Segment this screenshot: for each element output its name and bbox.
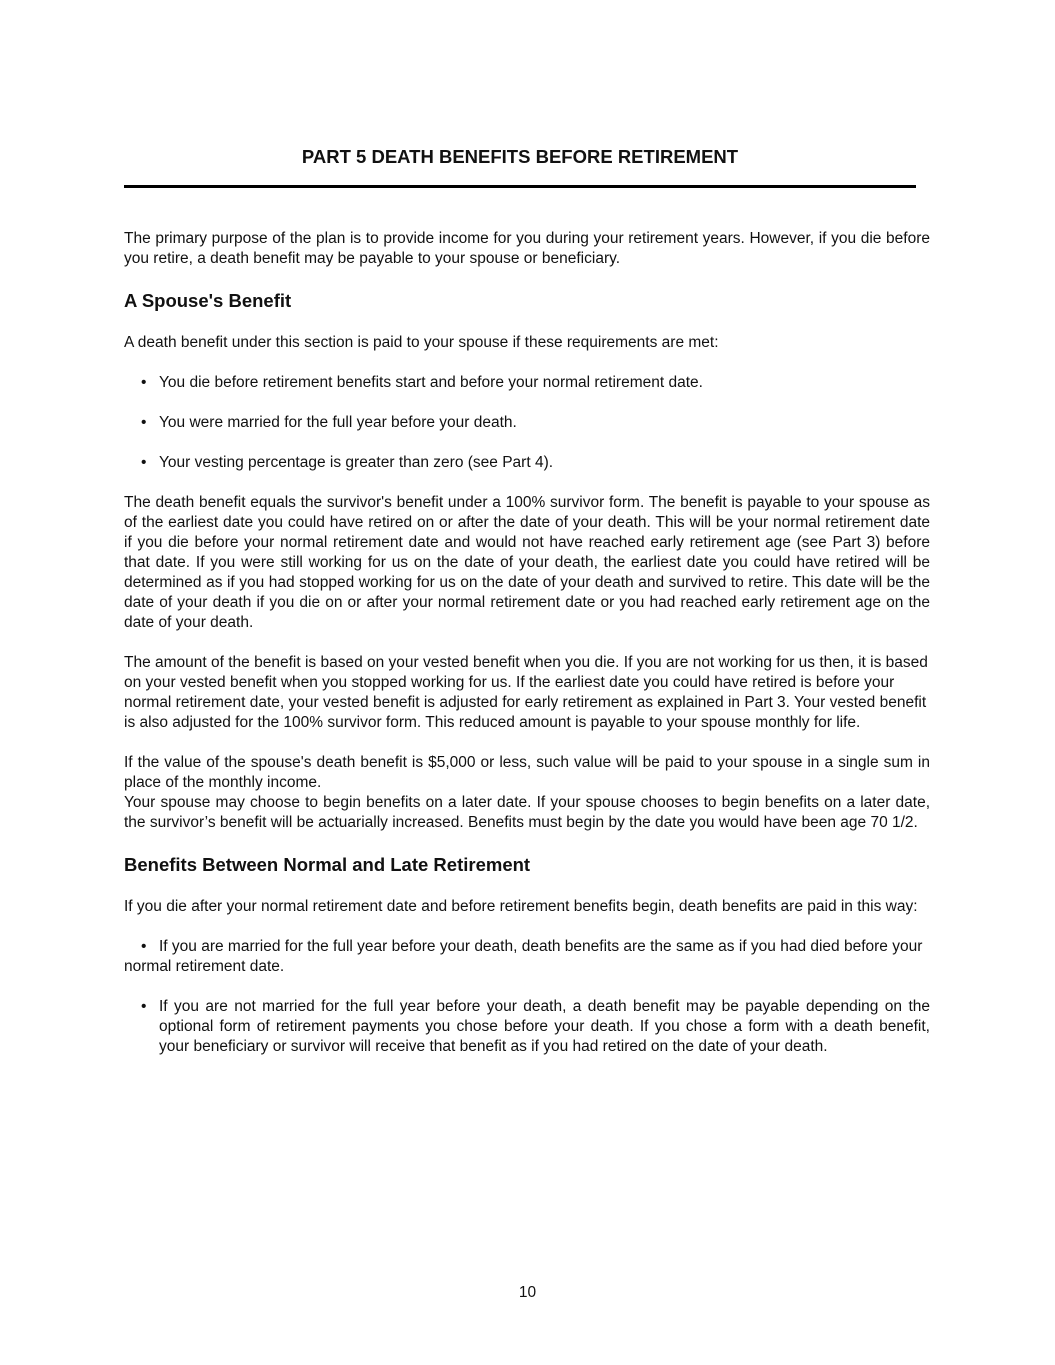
title-underline <box>124 185 916 188</box>
spouse-benefit-lead: A death benefit under this section is paid to your spouse if these requirements are met: <box>124 334 719 351</box>
intro-paragraph: The primary purpose of the plan is to provide income for you during your retirement years. However, if you die before you retire, a death benefit may be payable to your spouse or beneficiary. <box>124 230 930 267</box>
benefit-amount-paragraph: The amount of the benefit is based on your vested benefit when you die. If you are not working for us then, it is based on your vested benefit when you stopped working for us. If the earliest date you could have retired is before your normal retirement date, your vested benefit is adjusted for early retirement as explained in Part 3. Your vested benefit is also adjusted for the 100% survivor form. This reduced amount is payable to your spouse monthly for life. <box>124 654 928 731</box>
requirement-item <box>124 373 930 393</box>
late-retirement-lead: If you die after your normal retirement date and before retirement benefits begin, death benefits are paid in this way: <box>124 898 918 915</box>
late-retirement-text: If you are not married for the full year before your death, a death benefit may be payable depending on the optional form of retirement payments you chose before your death. If you chose a form with a death benefit, your beneficiary or survivor will receive that benefit as if you had retired on the date of your death. <box>159 998 930 1055</box>
page-title: PART 5 DEATH BENEFITS BEFORE RETIREMENT <box>301 146 739 167</box>
late-retirement-heading: Benefits Between Normal and Late Retirement <box>124 854 531 875</box>
document-body <box>124 229 930 1077</box>
late-retirement-item <box>124 937 930 957</box>
requirement-text: Your vesting percentage is greater than zero (see Part 4). <box>159 454 554 471</box>
requirement-text: You die before retirement benefits start and before your normal retirement date. <box>159 374 703 391</box>
spouse-benefit-heading: A Spouse's Benefit <box>124 290 292 311</box>
late-retirement-continuation: normal retirement date. <box>124 958 285 975</box>
death-benefit-paragraph: The death benefit equals the survivor's benefit under a 100% survivor form. The benefit is payable to your spouse as of the earliest date you could have retired on or after the date of your death. This will be your normal retirement date if you die before your normal retirement date and would not have reached early retirement age (see Part 3) before that date. If you were still working for us on the date of your death, the earliest date you could have retired will be determined as if you had stopped working for us on the date of your death and survived to retire. This date will be the date of your death if you die on or after your normal retirement date or you had reached early retirement age on the date of your death. <box>124 494 930 631</box>
bullet-icon: • <box>141 998 147 1015</box>
lump-sum-paragraph: If the value of the spouse's death benefit is $5,000 or less, such value will be paid to your spouse in a single sum in place of the monthly income. <box>124 754 930 791</box>
bullet-icon: • <box>141 374 147 391</box>
requirement-item <box>124 413 930 433</box>
late-retirement-text: If you are married for the full year before your death, death benefits are the same as if you had died before your <box>159 938 923 955</box>
bullet-icon: • <box>141 938 147 955</box>
late-retirement-item <box>124 997 930 1057</box>
requirement-text: You were married for the full year before your death. <box>159 414 517 431</box>
bullet-icon: • <box>141 414 147 431</box>
deferral-paragraph: Your spouse may choose to begin benefits on a later date. If your spouse chooses to begin benefits on a later date, the survivor’s benefit will be actuarially increased. Benefits must begin by the date you would have been age 70 1/2. <box>124 794 930 831</box>
page-number: 10 <box>518 1284 537 1301</box>
requirement-item <box>124 453 930 473</box>
bullet-icon: • <box>141 454 147 471</box>
